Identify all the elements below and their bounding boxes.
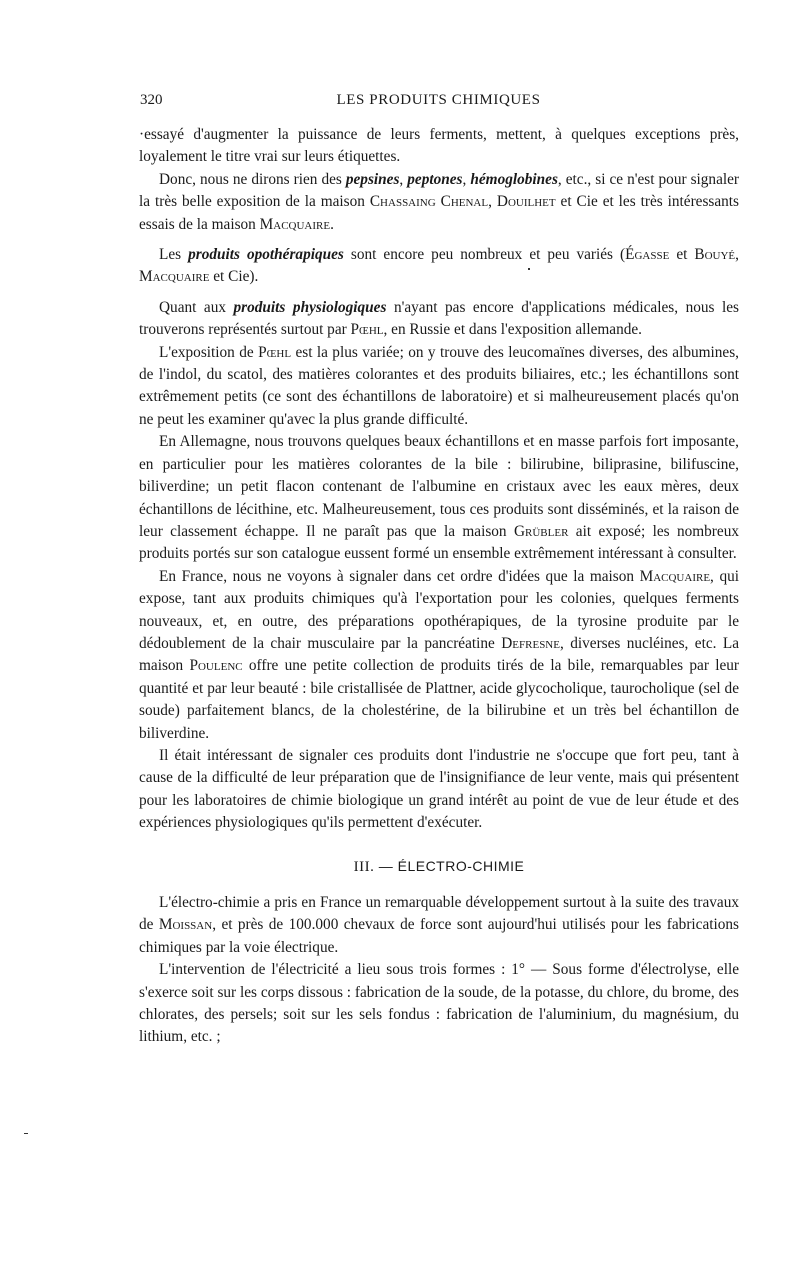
paragraph: L'intervention de l'électricité a lieu sous trois formes : 1° — Sous forme d'électrolyse, elle s'exerce soit sur les corps dissous : fabrication de la soude, de la potasse, du chlore, du brome, des chlorates, des persels; soit sur les sels fondus : fabrication de l'aluminium, du magnésium, du lithium, etc. ; (139, 961, 739, 1046)
body-text (139, 124, 739, 1049)
page-header (140, 92, 737, 112)
paragraph: L'électro-chimie a pris en France un remarquable développement surtout à la suite des travaux de Moissan, et près de 100.000 chevaux de force sont aujourd'hui utilisés pour les fabrications chimiques par la voie électrique. (139, 894, 739, 956)
paragraph: En Allemagne, nous trouvons quelques beaux échantillons et en masse parfois fort imposante, en particulier pour les matières colorantes de la bile : bilirubine, biliprasine, bilifuscine, biliverdine; un petit flacon contenant de l'albumine en cristaux avec les eaux mères, deux échantillons de lécithine, etc. Malheureusement, tous ces produits sont disséminés, et la raison de leur classement échappe. Il ne paraît pas que la maison Grübler ait exposé; les nombreux produits portés sur son catalogue eussent formé un ensemble extrêmement intéressant à consulter. (139, 433, 739, 563)
running-title: LES PRODUITS CHIMIQUES (336, 92, 541, 108)
page-number: 320 (140, 92, 163, 108)
section-heading: III. — ÉLECTRO-CHIMIE (353, 857, 525, 875)
paragraph: Les produits opothérapiques sont encore peu nombreux et peu variés (Égasse et Bouyé, Macquaire et Cie). (139, 246, 739, 286)
paragraph: Donc, nous ne dirons rien des pepsines, peptones, hémoglobines, etc., si ce n'est pour signaler la très belle exposition de la maison Chassaing Chenal, Douilhet et Cie et les très intéressants essais de la maison Macquaire. (139, 170, 740, 233)
paragraph: Quant aux produits physiologiques n'ayant pas encore d'applications médicales, nous les trouverons représentés surtout par Pœhl, en Russie et dans l'exposition allemande. (139, 298, 739, 339)
paragraph: ·essayé d'augmenter la puissance de leurs ferments, mettent, à quelques exceptions près, loyalement le titre vrai sur leurs étiquettes. (139, 126, 739, 166)
margin-speck (24, 1133, 28, 1134)
paragraph: L'exposition de Pœhl est la plus variée; on y trouve des leucomaïnes diverses, des albumines, de l'indol, du scatol, des matières colorantes et des produits biliaires, etc.; les échantillons sont extrêmement petits (ce sont des échantillons de laboratoire) et si malheureusement placés qu'on ne peut les examiner qu'avec la plus grande difficulté. (139, 343, 739, 428)
margin-speck (528, 268, 530, 270)
paragraph: En France, nous ne voyons à signaler dans cet ordre d'idées que la maison Macquaire, qui expose, tant aux produits chimiques qu'à l'exportation pour les colonies, quelques ferments nouveaux, et, en outre, des préparations opothérapiques, de la tyrosine produite par le dédoublement de la chair musculaire par la pancréatine Defresne, diverses nucléines, etc. La maison Poulenc offre une petite collection de produits tirés de la bile, remarquables par leur quantité et par leur beauté : bile cristallisée de Plattner, acide glycocholique, taurocholique (sel de soude) parfaitement blancs, de la cholestérine, de la bilirubine et un très bel échantillon de biliverdine. (139, 567, 739, 742)
paragraph: Il était intéressant de signaler ces produits dont l'industrie ne s'occupe que fort peu, tant à cause de la difficulté de leur préparation que de l'insignifiance de leur vente, mais qui présentent pour les laboratoires de chimie biologique un grand intérêt au point de vue de leur étude et des expériences physiologiques qu'ils permettent d'exécuter. (139, 746, 739, 832)
